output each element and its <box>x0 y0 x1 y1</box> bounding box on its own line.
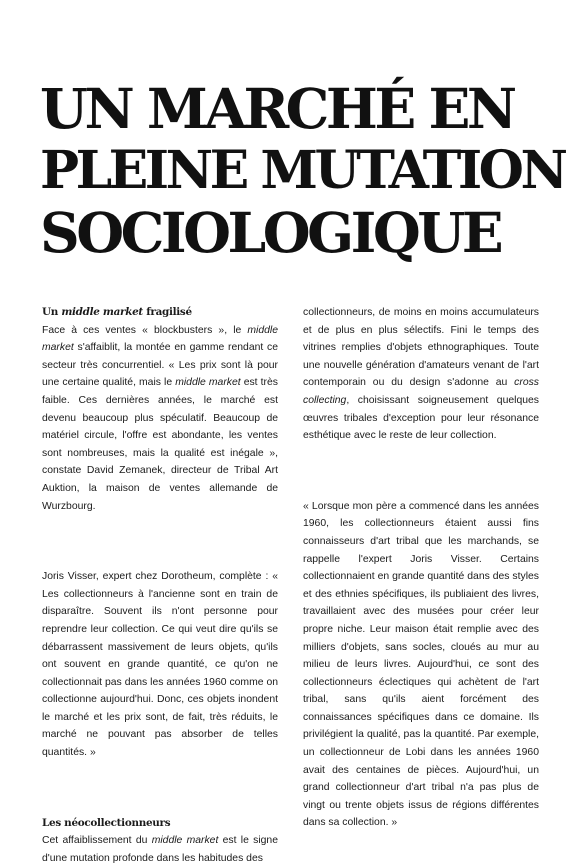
paragraph-spacer <box>303 445 539 498</box>
title-line-1: UN MARCHÉ EN <box>40 76 514 141</box>
italic-text: cross collecting <box>303 377 539 406</box>
paragraph-text: collectionneurs, de moins en moins accumulateurs et de plus en plus sélectifs. Fini le temps des vitrines remplies d'objets ethnographiques. Toute une nouvelle génération d'amateurs venant de l'art contemporain ou du design s'adonne au <box>303 307 539 389</box>
paragraph-text: est le signe d'une mutation profonde dans les habitudes des <box>42 835 278 864</box>
paragraph-joris-visser: Joris Visser, expert chez Dorotheum, complète : « Les collectionneurs à l'ancienne sont en train de disparaître. Souvent ils n'ont personne pour reprendre leur collection. Ce qui veut dire qu'ils se débarrassent massivement de leurs objets, qu'ils ont souvent en grande quantité, ce qu'on ne collectionnait pas dans les années 1960 comme on collectionne aujourd'hui. Donc, ces objets inondent le marché et les prix sont, de fait, très réduits, le marché ne pouvant pas absorber de telles quantités. » <box>42 571 278 759</box>
title-line-2: PLEINE MUTATION <box>40 140 565 201</box>
section-heading-neocollectionneurs: Les néocollectionneurs <box>42 816 171 829</box>
right-column <box>303 304 539 832</box>
paragraph-quote-father: « Lorsque mon père a commencé dans les années 1960, les collectionneurs étaient aussi fins connaisseurs d'art tribal que les marchands, se rappelle l'expert Joris Visser. Certains collectionnaient en grande quantité dans des styles et des ethnies spécifiques, ils publiaient des livres, travaillaient avec des musées pour créer leur propre niche. Leur maison était remplie avec des milliers d'objets, sans socles, cloués au mur au milieu de leurs livres. Aujourd'hui, ce sont des collectionneurs éclectiques qui achètent de l'art tribal, sans qu'ils aient forcément des connaissances spécifiques dans ce domaine. Ils privilégient la qualité, pas la quantité. Par exemple, un collectionneur de Lobi dans les années 1960 avait des centaines de pièces. Aujourd'hui, un grand collectionneur d'art tribal n'a pas plus de vingt ou trente objets issus de régions différentes dans sa collection. » <box>303 500 539 829</box>
paragraph-blockbusters <box>42 322 278 516</box>
paragraph-text: Cet affaiblissement du <box>42 835 152 847</box>
italic-text: middle market <box>175 377 241 389</box>
section-heading-middle-market <box>42 304 278 322</box>
paragraph-affaiblissement <box>42 832 278 867</box>
heading-text: fragilisé <box>142 306 192 318</box>
paragraph-cross-collecting <box>303 304 539 445</box>
title-line-3: SOCIOLOGIQUE <box>40 200 501 265</box>
paragraph-spacer <box>42 515 278 568</box>
paragraph-text: , choisissant soigneusement quelques œuvres tribales d'exception pour leur résonance esthétique avec le reste de leur collection. <box>303 394 539 442</box>
heading-text: Un <box>42 306 62 318</box>
left-column <box>42 304 278 867</box>
paragraph-text: est très faible. Ces dernières années, le marché est devenu beaucoup plus spéculatif. Beaucoup de matériel circule, l'offre est abondante, les ventes sont nombreuses, mais la qualité est inégale », constate David Zemanek, directeur de Tribal Art Auktion, la maison de ventes allemande de Wurzbourg. <box>42 377 278 512</box>
article-title <box>40 78 570 264</box>
paragraph-text: Face à ces ventes « blockbusters », le <box>42 324 248 336</box>
italic-text: middle market <box>42 324 278 354</box>
italic-text: middle market <box>151 835 219 847</box>
paragraph-spacer <box>42 762 278 815</box>
heading-italic-text: middle market <box>61 306 143 318</box>
paragraph-text: s'affaiblit, la montée en gamme rendant ce secteur très concurrentiel. « Les prix sont là pour une certaine qualité, mais le <box>42 342 278 389</box>
